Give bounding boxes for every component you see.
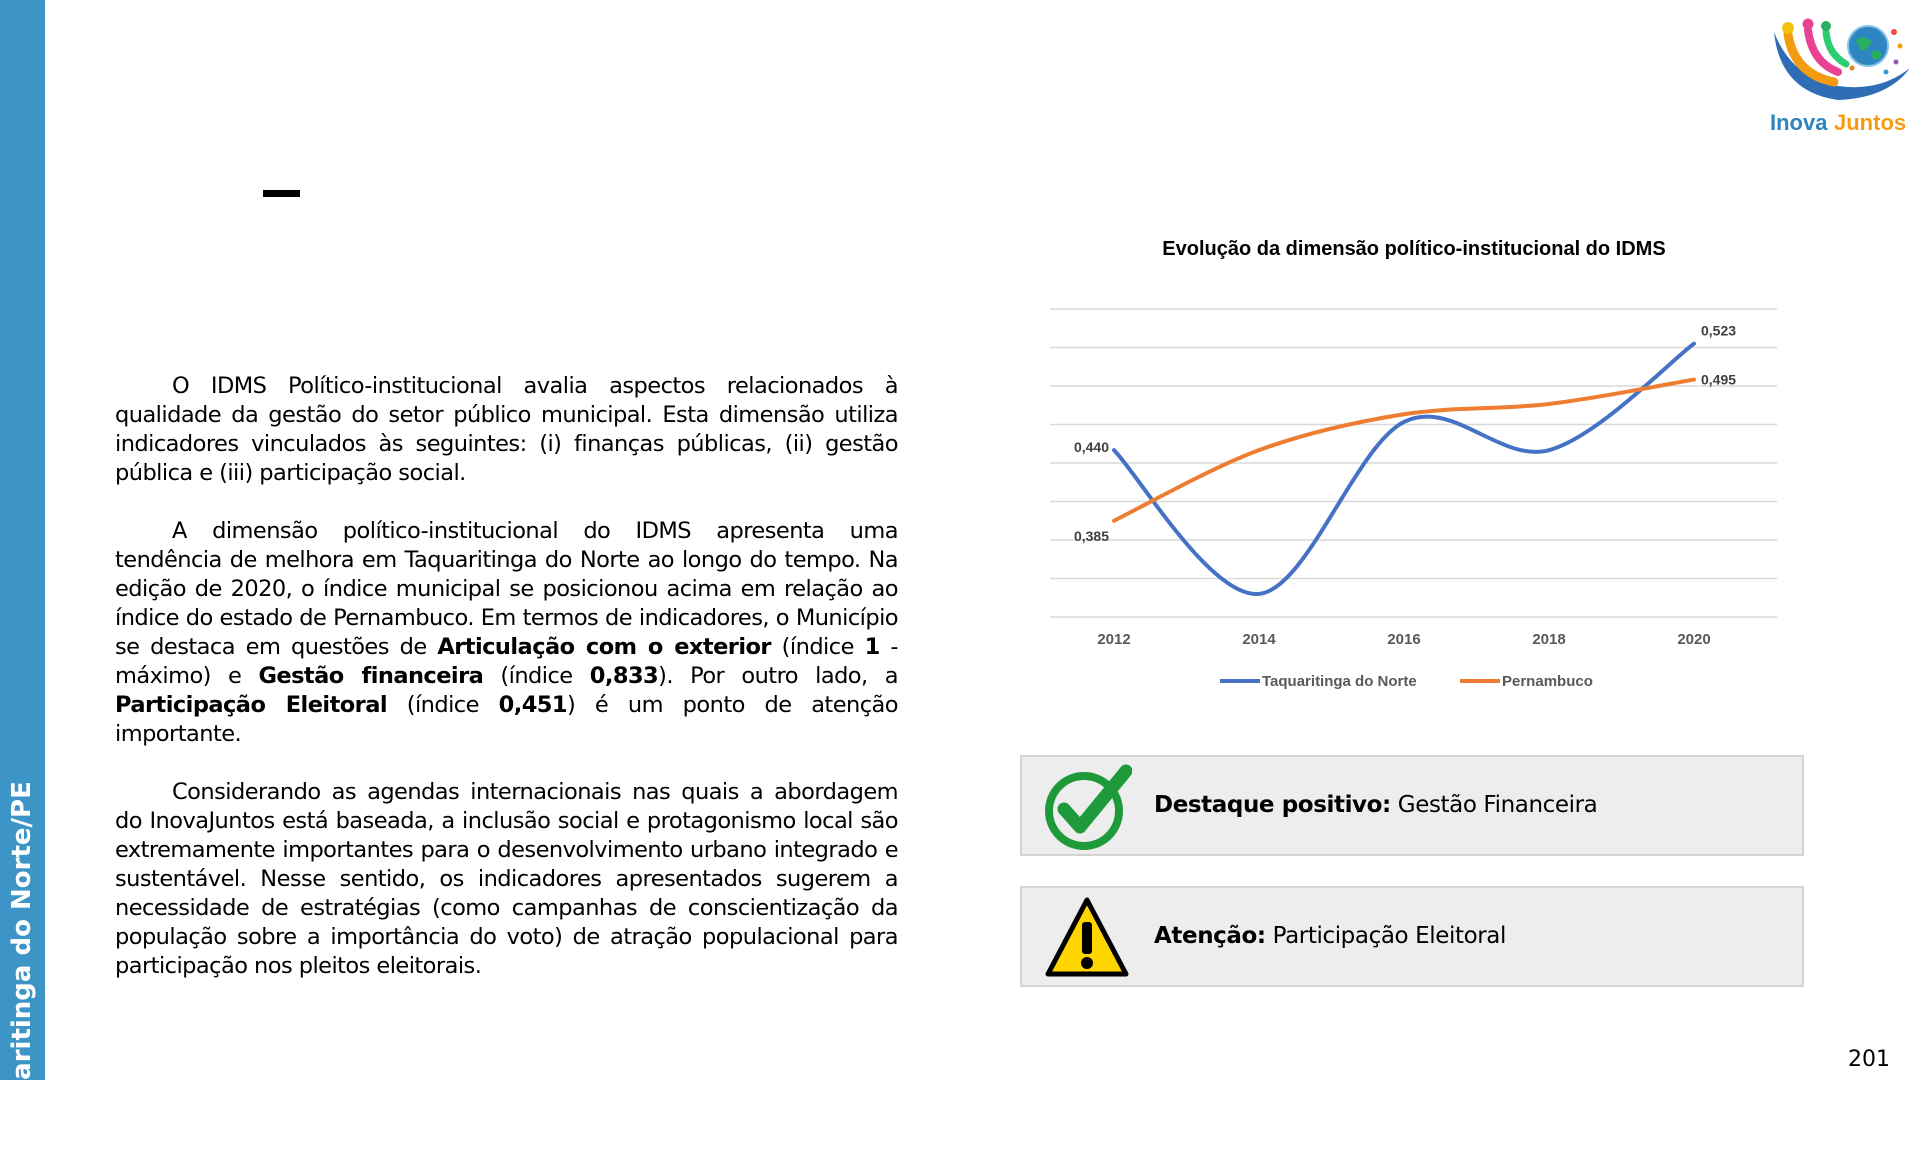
line-chart bbox=[1020, 230, 1790, 690]
x-tick-label: 2016 bbox=[1387, 631, 1420, 648]
chart-series bbox=[1114, 344, 1694, 594]
title-dash bbox=[263, 190, 300, 197]
p2-text-7: ) é um ponto de atenção importante. bbox=[115, 692, 898, 747]
chart-x-axis bbox=[1097, 631, 1710, 648]
chart-data-labels bbox=[1074, 323, 1736, 544]
highlight-positive-value: Gestão Financeira bbox=[1398, 792, 1598, 818]
data-label: 0,440 bbox=[1074, 439, 1109, 455]
data-label: 0,523 bbox=[1701, 323, 1736, 339]
highlight-attention-value: Participação Eleitoral bbox=[1273, 923, 1506, 949]
highlight-positive-label: Destaque positivo: bbox=[1154, 792, 1391, 818]
check-icon bbox=[1042, 763, 1132, 851]
p2-text-4: (índice bbox=[483, 663, 589, 689]
p2-text-6: (índice bbox=[387, 692, 499, 718]
sidebar-title bbox=[0, 0, 45, 1080]
page-number: 201 bbox=[1848, 1047, 1890, 1072]
p2-bold-indice-0451: 0,451 bbox=[499, 692, 567, 718]
legend-label: Pernambuco bbox=[1502, 673, 1593, 690]
warning-icon bbox=[1042, 894, 1132, 982]
p2-bold-indice-0833: 0,833 bbox=[590, 663, 658, 689]
x-tick-label: 2014 bbox=[1242, 631, 1276, 648]
p2-text-2: (índice bbox=[771, 634, 865, 660]
highlight-attention-label: Atenção: bbox=[1154, 923, 1266, 949]
p2-bold-gestao: Gestão financeira bbox=[258, 663, 483, 689]
chart-title: Evolução da dimensão político-institucional do IDMS bbox=[1162, 238, 1665, 260]
paragraph-1: O IDMS Político-institucional avalia aspectos relacionados à qualidade da gestão do setor público municipal. Esta dimensão utiliza indicadores vinculados às seguintes: (i) finanças públicas, (ii) gestão pública e (iii) participação social. bbox=[115, 372, 898, 488]
x-tick-label: 2018 bbox=[1532, 631, 1565, 648]
highlight-positive bbox=[1020, 755, 1804, 856]
data-label: 0,385 bbox=[1074, 528, 1109, 544]
p2-text-3: - máximo) e bbox=[115, 634, 898, 689]
x-tick-label: 2020 bbox=[1677, 631, 1710, 648]
paragraph-2 bbox=[115, 517, 898, 749]
sidebar-title-text: Taquaritinga do Norte/PE bbox=[7, 781, 37, 1149]
body-text bbox=[115, 372, 898, 1010]
x-tick-label: 2012 bbox=[1097, 631, 1130, 648]
series-line-taquaritinga bbox=[1114, 344, 1694, 594]
highlight-attention bbox=[1020, 886, 1804, 987]
p2-bold-indice-1: 1 bbox=[865, 634, 880, 660]
logo-text-juntos: Juntos bbox=[1834, 110, 1906, 135]
legend-label: Taquaritinga do Norte bbox=[1262, 673, 1417, 690]
chart-legend bbox=[1220, 673, 1593, 690]
series-line-pernambuco bbox=[1114, 380, 1694, 521]
highlight-attention-text bbox=[1154, 888, 1506, 985]
p2-bold-articulacao: Articulação com o exterior bbox=[437, 634, 771, 660]
chart-gridlines bbox=[1050, 309, 1777, 617]
p2-bold-participacao: Participação Eleitoral bbox=[115, 692, 387, 718]
data-label: 0,495 bbox=[1701, 372, 1736, 388]
logo-swoosh-blue bbox=[1774, 32, 1910, 100]
inovajuntos-logo bbox=[1768, 12, 1918, 137]
highlight-positive-text bbox=[1154, 757, 1597, 854]
p2-text-5: ). Por outro lado, a bbox=[658, 663, 898, 689]
p2-text-1: A dimensão político-institucional do IDMS apresenta uma tendência de melhora em Taquaritinga do Norte ao longo do tempo. Na edição de 2020, o índice municipal se posicionou acima em relação ao índice do estado de Pernambuco. Em termos de indicadores, o Município se destaca em questões de bbox=[115, 518, 898, 660]
logo-text-inova: Inova bbox=[1770, 110, 1828, 135]
paragraph-3: Considerando as agendas internacionais nas quais a abordagem do InovaJuntos está baseada, a inclusão social e protagonismo local são extremamente importantes para o desenvolvimento urbano integrado e sustentável. Nesse sentido, os indicadores apresentados sugerem a necessidade de estratégias (como campanhas de conscientização da população sobre a importância do voto) de atração populacional para participação nos pleitos eleitorais. bbox=[115, 778, 898, 981]
